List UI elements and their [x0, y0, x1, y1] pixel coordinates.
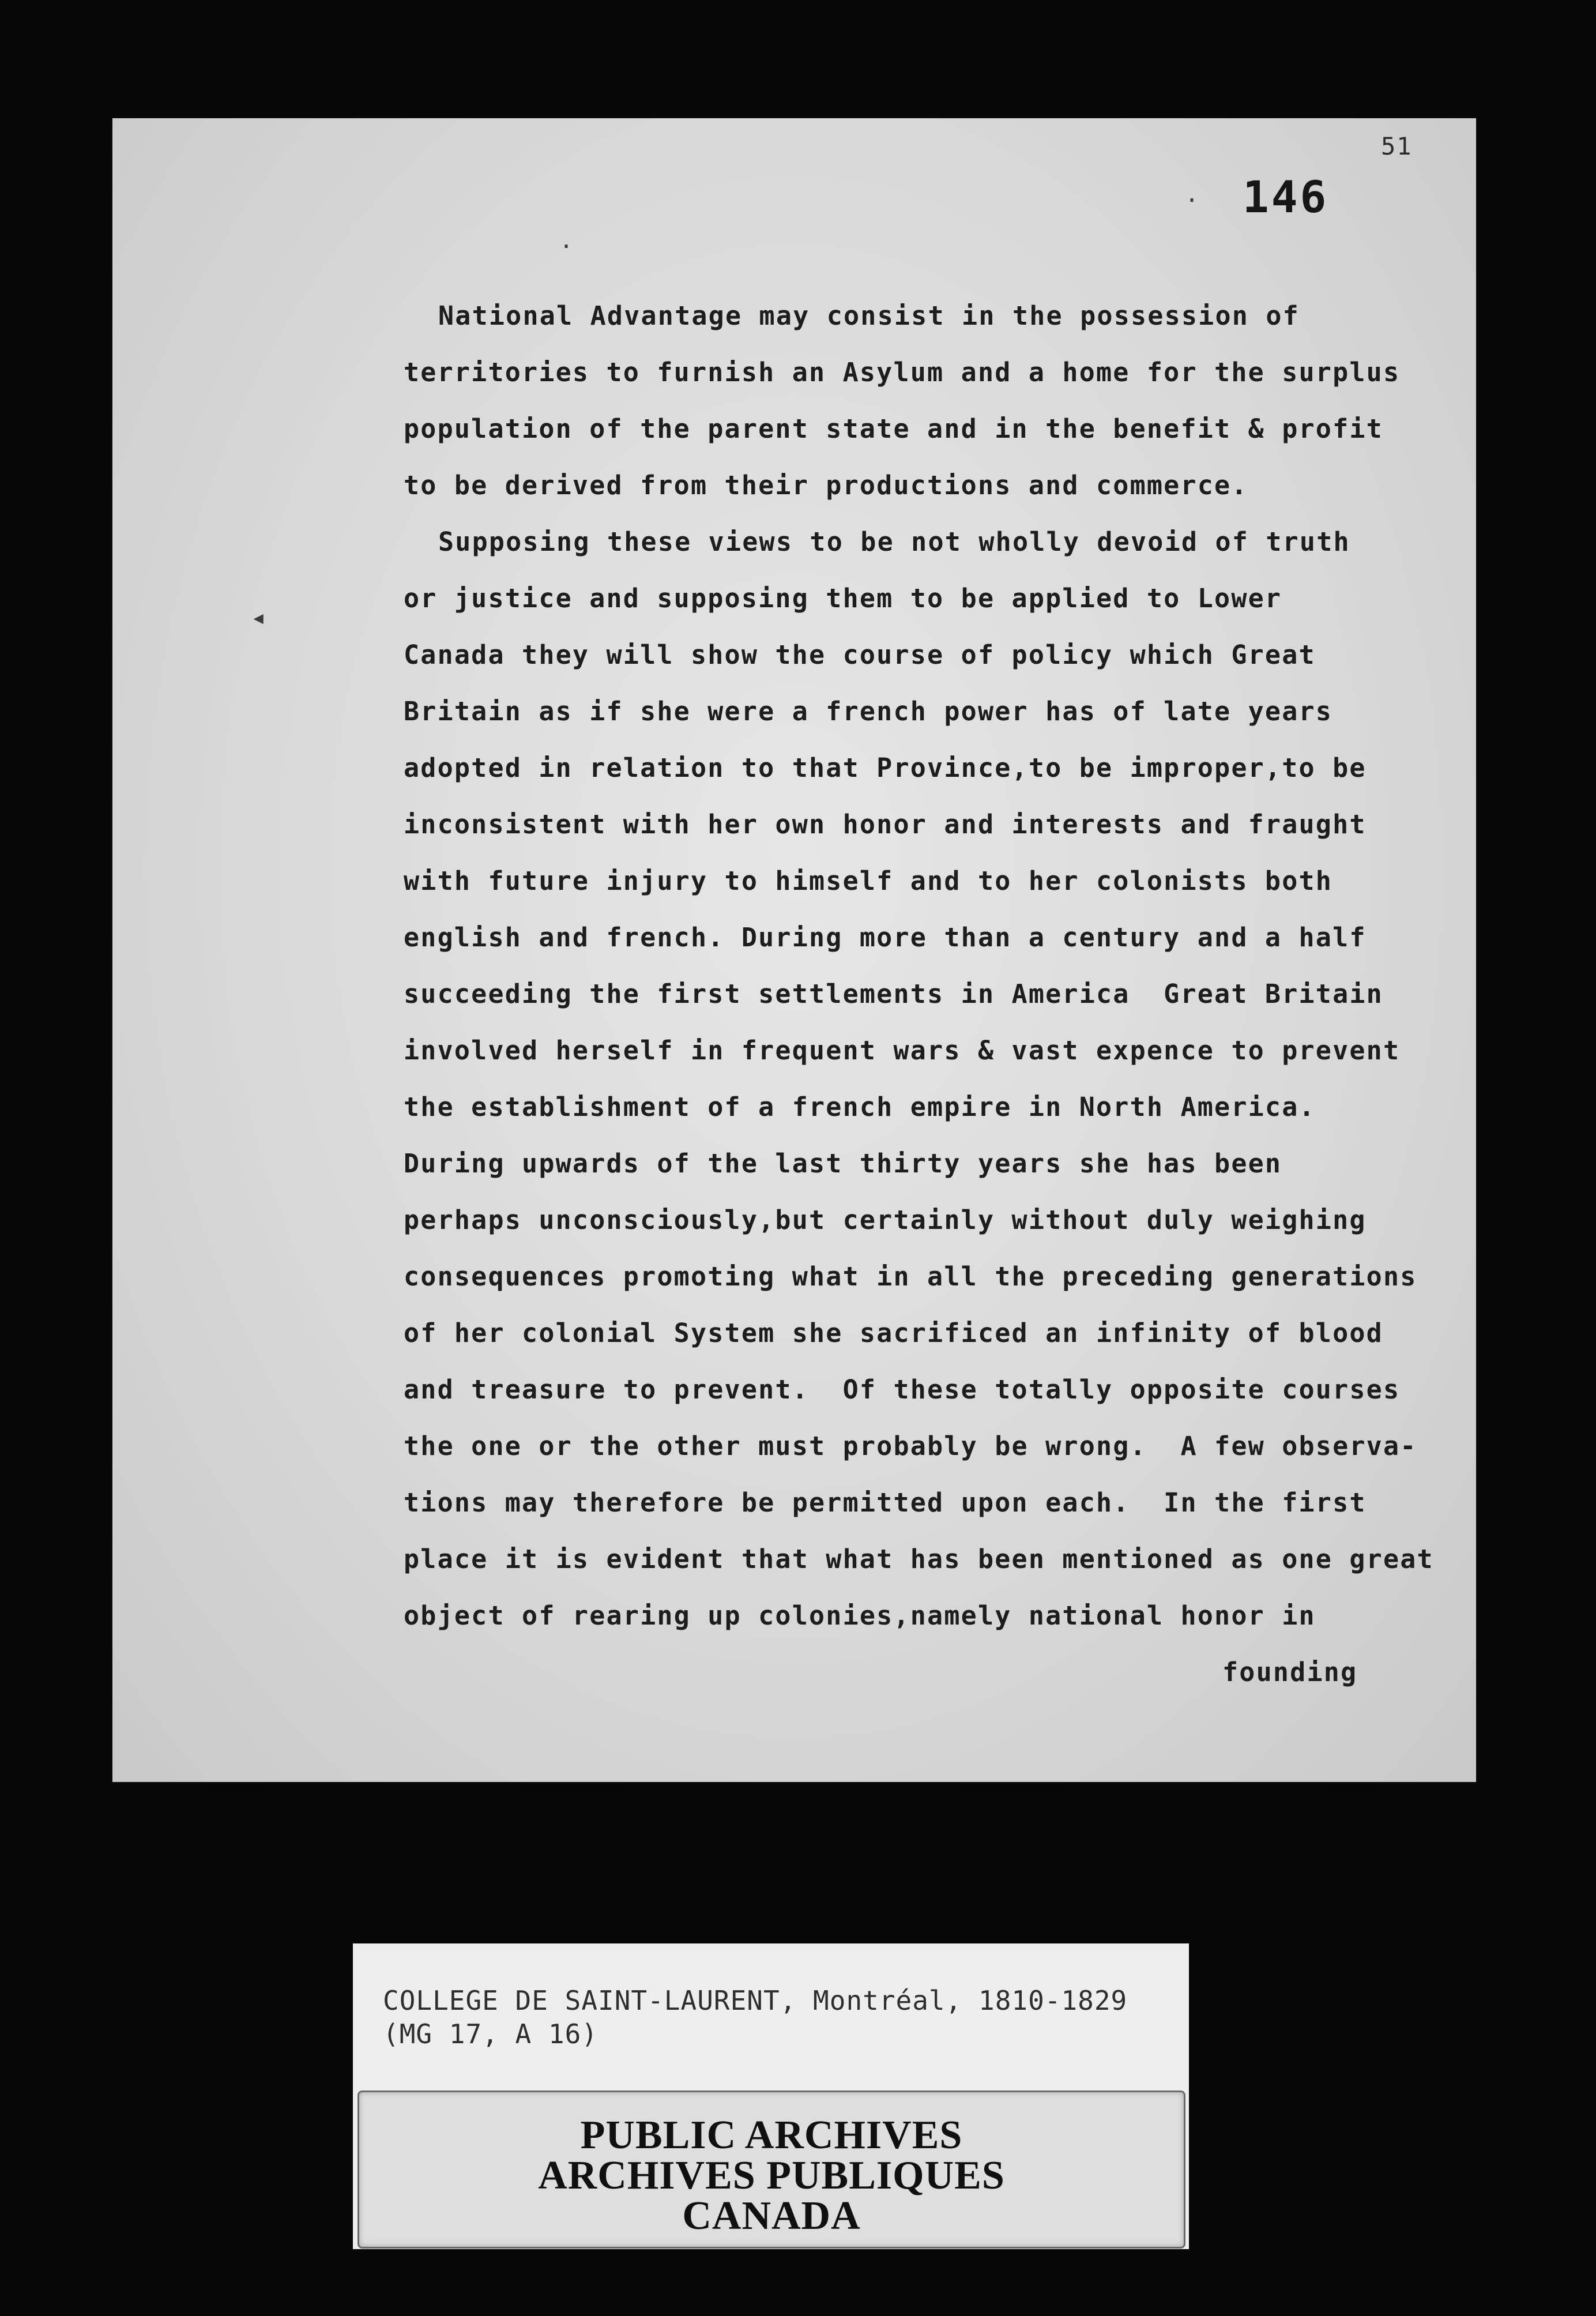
typed-text-body — [112, 118, 1476, 1782]
text-line: inconsistent with her own honor and interests and fraught — [404, 809, 1367, 840]
text-line: territories to furnish an Asylum and a home for the surplus — [404, 357, 1401, 388]
text-line: with future injury to himself and to her colonists both — [404, 866, 1333, 896]
speck-mark: · — [1185, 187, 1199, 214]
folio-number-main: 146 — [1243, 171, 1329, 223]
text-line: the establishment of a french empire in North America. — [404, 1092, 1316, 1122]
text-line: to be derived from their productions and commerce. — [404, 470, 1248, 501]
text-line: tions may therefore be permitted upon each. In the first — [404, 1487, 1367, 1518]
text-line: Britain as if she were a french power has of late years — [404, 696, 1333, 727]
text-line: or justice and supposing them to be applied to Lower — [404, 583, 1282, 614]
text-line: and treasure to prevent. Of these totally opposite courses — [404, 1374, 1401, 1405]
collection-title: COLLEGE DE SAINT-LAURENT, Montréal, 1810-1829 — [383, 1985, 1128, 2016]
text-line: population of the parent state and in the benefit & profit — [404, 413, 1383, 444]
text-line: consequences promoting what in all the preceding generations — [404, 1261, 1417, 1292]
archive-label-card — [353, 1943, 1189, 2249]
speck-mark: · — [559, 234, 574, 260]
margin-arrow-mark: ◂ — [251, 603, 266, 632]
text-line: During upwards of the last thirty years she has been — [404, 1148, 1282, 1179]
text-line: Supposing these views to be not wholly devoid of truth — [438, 527, 1350, 557]
catchword-line: founding — [1222, 1657, 1358, 1687]
text-line: english and french. During more than a century and a half — [404, 922, 1367, 953]
text-line: Canada they will show the course of policy which Great — [404, 640, 1316, 670]
archives-stamp — [357, 2091, 1185, 2249]
text-line: involved herself in frequent wars & vast expence to prevent — [404, 1035, 1401, 1066]
stamp-line-public-archives: PUBLIC ARCHIVES — [580, 2113, 963, 2157]
text-line: succeeding the first settlements in America Great Britain — [404, 979, 1383, 1009]
text-line: adopted in relation to that Province,to be improper,to be — [404, 753, 1367, 783]
text-line: National Advantage may consist in the possession of — [438, 300, 1300, 331]
typed-page — [112, 118, 1476, 1782]
text-line: place it is evident that what has been mentioned as one great — [404, 1544, 1434, 1574]
stamp-line-archives-publiques: ARCHIVES PUBLIQUES — [538, 2153, 1005, 2198]
text-line: the one or the other must probably be wrong. A few observa- — [404, 1431, 1417, 1461]
text-line: object of rearing up colonies,namely national honor in — [404, 1600, 1316, 1631]
collection-reference: (MG 17, A 16) — [383, 2018, 598, 2050]
stamp-line-canada: CANADA — [682, 2194, 861, 2238]
text-line: perhaps unconsciously,but certainly without duly weighing — [404, 1205, 1367, 1235]
folio-number-corner: 51 — [1381, 132, 1413, 160]
text-line: of her colonial System she sacrificed an infinity of blood — [404, 1318, 1383, 1348]
